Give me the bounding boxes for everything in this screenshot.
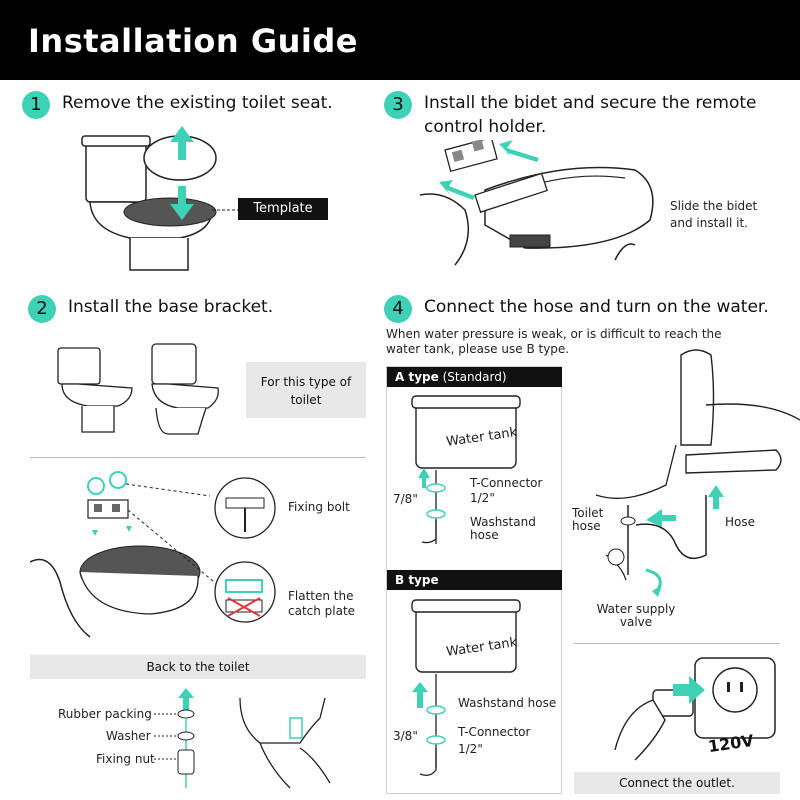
template-label: Template	[238, 198, 328, 220]
half-inch-label-a: 1/2"	[470, 491, 495, 505]
outlet-plug-illustration	[605, 650, 785, 768]
washstand-hose-label-a: Washstand hose	[470, 515, 536, 542]
voltage-label: 120V	[706, 730, 755, 757]
step-3-number: 3	[384, 91, 412, 119]
step-4-text: Connect the hose and turn on the water.	[424, 297, 769, 317]
t-connector-label-a: T-Connector	[470, 476, 543, 490]
slide-note: Slide the bidet and install it.	[670, 199, 758, 230]
step-2-number: 2	[28, 295, 56, 323]
mounting-parts-illustration	[150, 688, 370, 793]
a-type-standard: (Standard)	[438, 370, 507, 384]
back-to-toilet-bar	[30, 655, 366, 679]
fixing-nut-label: Fixing nut	[96, 752, 155, 766]
half-inch-label-b: 1/2"	[458, 742, 483, 756]
b-type-bar	[387, 570, 562, 590]
step-1	[22, 91, 333, 119]
connect-outlet-text: Connect the outlet.	[619, 776, 735, 790]
washer-label: Washer	[106, 729, 151, 743]
step-4-number: 4	[384, 295, 412, 323]
flatten-label: Flatten the catch plate	[288, 589, 356, 618]
step-1-text: Remove the existing toilet seat.	[62, 93, 333, 113]
t-connector-label-b: T-Connector	[458, 725, 531, 739]
divider-step4	[574, 643, 780, 644]
step-4	[384, 295, 769, 323]
toilet-types-illustration	[48, 340, 228, 440]
rubber-packing-label: Rubber packing	[58, 707, 152, 721]
water-supply-valve-label: Water supply valve	[596, 602, 676, 629]
bidet-slide-illustration	[415, 140, 675, 270]
step-2-text: Install the base bracket.	[68, 297, 274, 317]
header-bar	[0, 0, 800, 80]
water-tank-label-a: Water tank	[445, 425, 519, 450]
step-1-number: 1	[22, 91, 50, 119]
step-3	[384, 91, 784, 139]
b-type-tank-illustration	[410, 598, 560, 788]
connect-outlet-bar	[574, 772, 780, 794]
pressure-note: When water pressure is weak, or is difficult to reach the water tank, please use B type.	[386, 327, 722, 356]
hose-label: Hose	[725, 515, 755, 529]
toilet-type-text: For this type of toilet	[260, 375, 352, 407]
divider-step2	[30, 457, 366, 458]
hose-connection-illustration	[566, 345, 800, 635]
step-3-text: Install the bidet and secure the remote control holder.	[424, 93, 757, 137]
toilet-type-box	[246, 362, 366, 418]
three-eighths-label: 3/8"	[393, 729, 418, 743]
toilet-hose-label: Toilet hose	[572, 506, 604, 533]
water-tank-label-b: Water tank	[445, 635, 519, 660]
a-type-bar	[387, 367, 562, 387]
b-type-label: B type	[395, 573, 439, 587]
seven-eighths-label: 7/8"	[393, 492, 418, 506]
washstand-hose-label-b: Washstand hose	[458, 696, 557, 710]
page-title: Installation Guide	[28, 22, 358, 60]
step-2	[28, 295, 273, 323]
fixing-bolt-label: Fixing bolt	[288, 500, 350, 514]
a-type-label: A type	[395, 370, 439, 384]
back-to-toilet-text: Back to the toilet	[146, 660, 250, 674]
